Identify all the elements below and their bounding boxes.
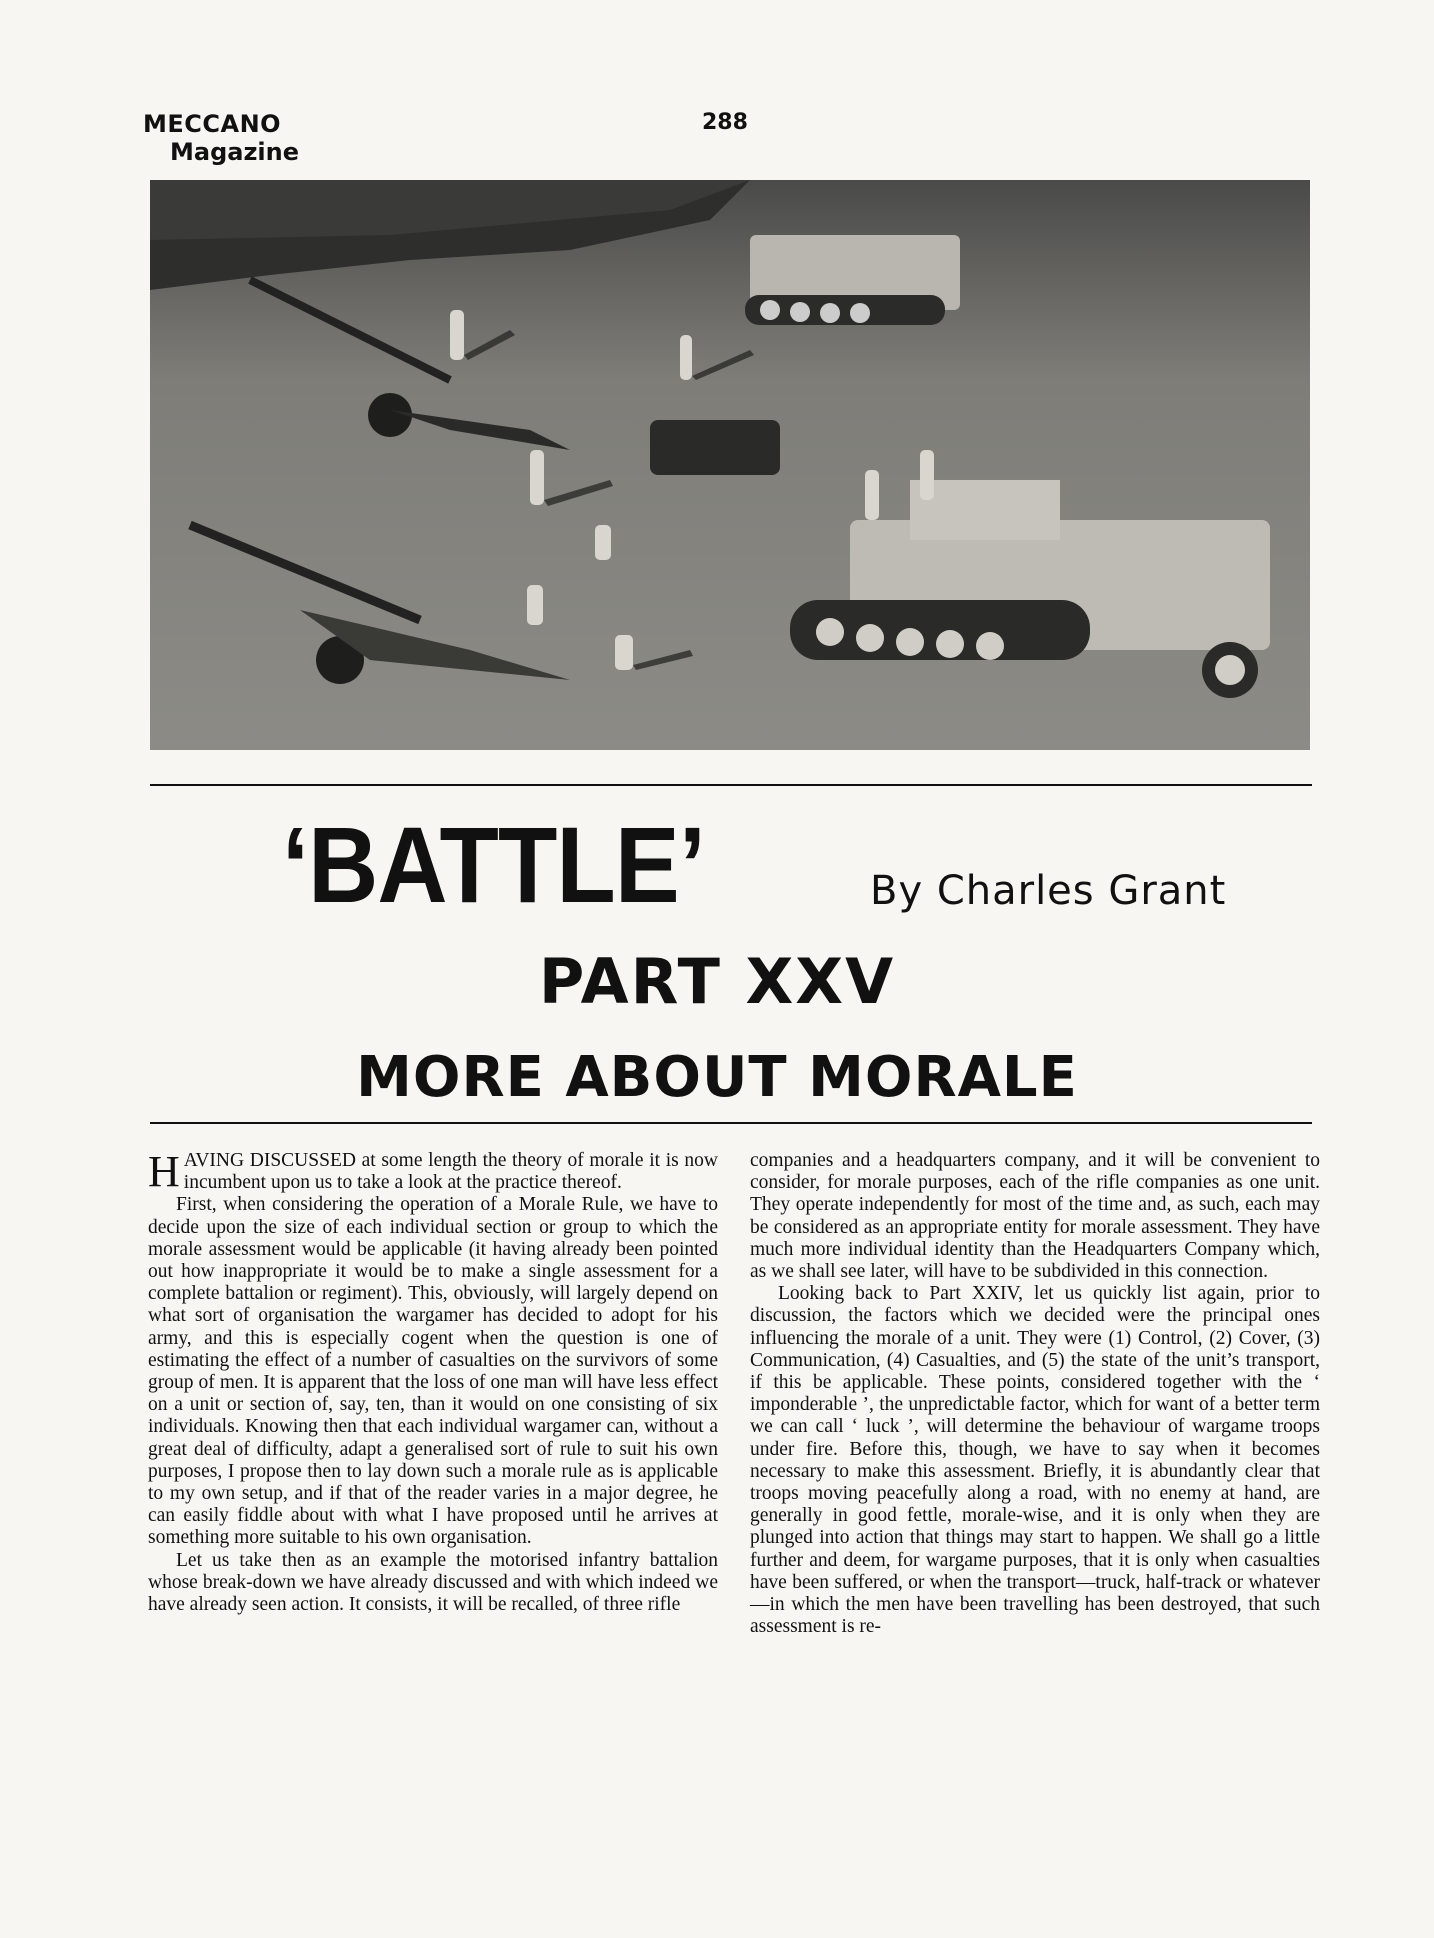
article-left-column	[148, 1147, 718, 1616]
paragraph	[148, 1147, 718, 1196]
article-title: ‘BATTLE’	[282, 804, 705, 925]
page-number: 288	[702, 110, 748, 135]
article-right-column	[750, 1150, 1320, 1638]
paragraph: companies and a headquarters company, and it will be convenient to consider, for morale purposes, each of the rifle companies as one unit. They operate independently for most of the time and, as such, each may be considered as an appropriate entity for morale assessment. They have much more individual identity than the Headquarters Company which, as we shall see later, will have to be subdivided in this connection.	[750, 1150, 1320, 1283]
title-rule-bottom	[150, 1122, 1312, 1124]
paragraph: First, when considering the operation of a Morale Rule, we have to decide upon the size of each individual section or group to which the morale assessment would be applicable (it having already been pointed out how inappropriate it would be to make a single assessment for a complete battalion or regiment). This, obviously, will largely depend on what sort of organisation the wargamer has decided to adopt for his army, and this is especially cogent when the question is one of estimating the effect of a number of casualties on the survivors of some group of men. It is apparent that the loss of one man will have less effect on a unit or section of, say, ten, than it would on one consisting of six individuals. Knowing then that each individual wargamer can, without a great deal of difficulty, adapt a generalised sort of rule to suit his own purposes, I propose then to lay down such a morale rule as is applicable to my own setup, and if that of the reader varies in a major degree, he can easily fiddle about with what I have proposed until he arrives at something more suitable to his own organisation.	[148, 1194, 718, 1549]
article-byline: By Charles Grant	[870, 868, 1227, 914]
title-rule-top	[150, 784, 1312, 786]
model-artillery-diorama-image	[150, 180, 1310, 750]
masthead-title: MECCANO	[143, 110, 282, 138]
paragraph-text: AVING DISCUSSED at some length the theory of morale it is now incumbent upon us to take a look at the practice thereof.	[183, 1150, 718, 1194]
paragraph: Let us take then as an example the motorised infantry battalion whose break-down we have already discussed and with which indeed we have already seen action. It consists, it will be recalled, of three rifle	[148, 1549, 718, 1616]
article-part: PART XXV	[538, 945, 896, 1018]
article-subtitle: MORE ABOUT MORALE	[356, 1045, 1078, 1110]
drop-cap: H	[148, 1147, 180, 1196]
paragraph: Looking back to Part XXIV, let us quickly list again, prior to discussion, the factors which we decided were the principal ones influencing the morale of a unit. They were (1) Control, (2) Cover, (3) Communication, (4) Casualties, and (5) the state of the unit’s transport, if this be applicable. These points, considered together with the ‘ imponderable ’, the unpredictable factor, which for want of a better term we can call ‘ luck ’, will determine the behaviour of wargame troops under fire. Before this, though, we have to say when it becomes necessary to make this assessment. Briefly, it is abundantly clear that troops moving peacefully along a road, with no enemy at hand, are generally in good fettle, morale-wise, and it is only when they are plunged into action that things may start to happen. We shall go a little further and deem, for wargame purposes, that it is only when casualties have been suffered, or when the transport—truck, half-track or whatever—in which the men have been travelling has been destroyed, that such assessment is re-	[750, 1283, 1320, 1638]
masthead-subtitle: Magazine	[170, 138, 300, 166]
masthead	[143, 110, 299, 166]
